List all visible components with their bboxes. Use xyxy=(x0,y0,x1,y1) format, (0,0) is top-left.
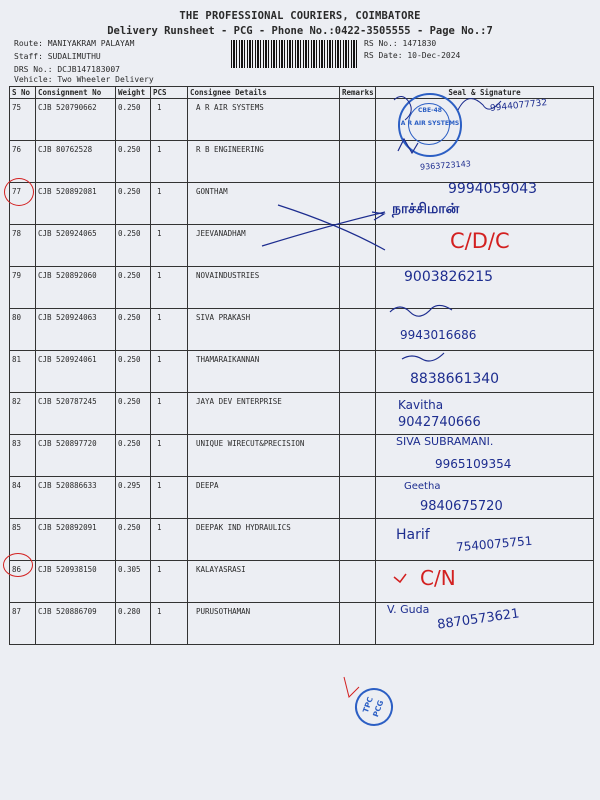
tpc-stamp-bottom: PCG xyxy=(371,698,386,719)
r78-note-handwritten: C/D/C xyxy=(450,229,510,253)
row-pcs: 1 xyxy=(151,267,188,309)
r75-signature-scribble-icon xyxy=(458,99,501,110)
row-sno: 80 xyxy=(10,309,36,351)
col-consignee: Consignee Details xyxy=(188,87,340,99)
tpc-stamp-top: TPC xyxy=(360,695,375,714)
row-weight: 0.250 xyxy=(116,267,151,309)
row-consignment-no: CJB 520790662 xyxy=(36,99,116,141)
r81-signature-icon xyxy=(402,353,444,361)
red-circle-row-77 xyxy=(4,178,34,206)
row-consignee: UNIQUE WIRECUT&PRECISION xyxy=(188,435,340,477)
row-weight: 0.305 xyxy=(116,561,151,603)
r84-name-handwritten: Geetha xyxy=(404,481,441,492)
r80-signature-icon xyxy=(390,305,452,316)
col-sno: S No xyxy=(10,87,36,99)
row-consignee: JAYA DEV ENTERPRISE xyxy=(188,393,340,435)
row-pcs: 1 xyxy=(151,561,188,603)
row-sno: 85 xyxy=(10,519,36,561)
r79-phone-handwritten: 9003826215 xyxy=(404,269,494,285)
r75-signature-icon xyxy=(394,96,411,120)
row-sno: 83 xyxy=(10,435,36,477)
row-pcs: 1 xyxy=(151,183,188,225)
row-consignment-no: CJB 520886633 xyxy=(36,477,116,519)
r77-name-handwritten: நாச்சிமான் xyxy=(392,201,460,217)
row-sno: 75 xyxy=(10,99,36,141)
row-weight: 0.250 xyxy=(116,99,151,141)
row-consignee: JEEVANADHAM xyxy=(188,225,340,267)
r82-phone-handwritten: 9042740666 xyxy=(398,415,481,430)
crossed-line-1 xyxy=(278,205,385,250)
col-seal-signature: Seal & Signature xyxy=(376,87,594,99)
r75-phone-handwritten: 9944077732 xyxy=(489,98,548,114)
row-weight: 0.280 xyxy=(116,603,151,645)
row-weight: 0.250 xyxy=(116,519,151,561)
r81-phone-handwritten: 8838661340 xyxy=(410,371,500,387)
row-consignee: THAMARAIKANNAN xyxy=(188,351,340,393)
row-consignment-no: CJB 520924065 xyxy=(36,225,116,267)
row-weight: 0.250 xyxy=(116,141,151,183)
row-consignment-no: CJB 520892060 xyxy=(36,267,116,309)
r83-name-handwritten: SIVA SUBRAMANI. xyxy=(396,435,494,448)
row-weight: 0.250 xyxy=(116,435,151,477)
r77-phone-handwritten: 9994059043 xyxy=(448,181,538,197)
row-pcs: 1 xyxy=(151,477,188,519)
row-consignee: KALAYASRASI xyxy=(188,561,340,603)
r87-phone-handwritten: 8870573621 xyxy=(436,606,521,633)
row-sno: 79 xyxy=(10,267,36,309)
row-consignment-no: CJB 520938150 xyxy=(36,561,116,603)
row-sno: 81 xyxy=(10,351,36,393)
row-consignment-no: CJB 520924063 xyxy=(36,309,116,351)
r85-name-handwritten: Harif xyxy=(396,527,430,543)
row-pcs: 1 xyxy=(151,519,188,561)
rs-date: RS Date: 10-Dec-2024 xyxy=(364,51,461,60)
row-weight: 0.250 xyxy=(116,351,151,393)
red-mark-icon xyxy=(344,677,359,697)
row-sno: 77 xyxy=(10,183,36,225)
r76-phone-handwritten: 9363723143 xyxy=(419,159,472,172)
red-circle-row-86 xyxy=(3,553,33,577)
red-tick-icon xyxy=(394,574,406,582)
row-weight: 0.250 xyxy=(116,309,151,351)
row-pcs: 1 xyxy=(151,351,188,393)
row-consignee: GONTHAM xyxy=(188,183,340,225)
r83-phone-handwritten: 9965109354 xyxy=(435,457,512,471)
row-pcs: 1 xyxy=(151,603,188,645)
row-sno: 84 xyxy=(10,477,36,519)
row-weight: 0.295 xyxy=(116,477,151,519)
row-consignee: SIVA PRAKASH xyxy=(188,309,340,351)
row-consignee: A R AIR SYSTEMS xyxy=(188,99,340,141)
route-label: Route: MANIYAKRAM PALAYAM xyxy=(14,39,135,48)
row-pcs: 1 xyxy=(151,393,188,435)
col-pcs: PCS xyxy=(151,87,188,99)
row-sno: 86 xyxy=(10,561,36,603)
col-remarks: Remarks xyxy=(340,87,376,99)
r80-phone-handwritten: 9943016686 xyxy=(400,328,477,342)
arrow-head-icon xyxy=(372,212,384,220)
row-consignment-no: CJB 520892091 xyxy=(36,519,116,561)
col-consignment: Consignment No xyxy=(36,87,116,99)
r76-signature-icon xyxy=(398,139,418,153)
row-consignment-no: CJB 520787245 xyxy=(36,393,116,435)
rs-number: RS No.: 1471830 xyxy=(364,39,437,48)
row-weight: 0.250 xyxy=(116,393,151,435)
r86-note-handwritten: C/N xyxy=(420,566,456,590)
r82-name-handwritten: Kavitha xyxy=(398,398,444,412)
row-consignee: R B ENGINEERING xyxy=(188,141,340,183)
row-sno: 78 xyxy=(10,225,36,267)
row-consignee: NOVAINDUSTRIES xyxy=(188,267,340,309)
drs-number: DRS No.: DCJB147183007 xyxy=(14,65,120,74)
r84-phone-handwritten: 9840675720 xyxy=(420,499,503,514)
col-weight: Weight xyxy=(116,87,151,99)
row-consignee: DEEPAK IND HYDRAULICS xyxy=(188,519,340,561)
row-pcs: 1 xyxy=(151,99,188,141)
row-weight: 0.250 xyxy=(116,225,151,267)
row-pcs: 1 xyxy=(151,309,188,351)
runsheet-subtitle: Delivery Runsheet - PCG - Phone No.:0422-3505555 - Page No.:7 xyxy=(107,25,493,37)
row-pcs: 1 xyxy=(151,225,188,267)
vehicle-label: Vehicle: Two Wheeler Delivery xyxy=(14,75,154,84)
r87-name-handwritten: V. Guda xyxy=(387,603,430,616)
row-consignment-no: CJB 520892081 xyxy=(36,183,116,225)
row-sno: 76 xyxy=(10,141,36,183)
row-pcs: 1 xyxy=(151,141,188,183)
staff-label: Staff: SUDALIMUTHU xyxy=(14,52,101,61)
row-pcs: 1 xyxy=(151,435,188,477)
row-consignment-no: CJB 520897720 xyxy=(36,435,116,477)
seal-code: CBE-48 xyxy=(418,107,442,114)
row-consignee: PURUSOTHAMAN xyxy=(188,603,340,645)
row-consignment-no: CJB 80762528 xyxy=(36,141,116,183)
r85-phone-handwritten: 7540075751 xyxy=(455,533,533,555)
seal-text: A R AIR SYSTEMS xyxy=(400,120,460,127)
row-consignment-no: CJB 520924061 xyxy=(36,351,116,393)
company-title: THE PROFESSIONAL COURIERS, COIMBATORE xyxy=(179,10,421,22)
row-sno: 87 xyxy=(10,603,36,645)
row-consignee: DEEPA xyxy=(188,477,340,519)
row-sno: 82 xyxy=(10,393,36,435)
row-consignment-no: CJB 520886709 xyxy=(36,603,116,645)
row-weight: 0.250 xyxy=(116,183,151,225)
